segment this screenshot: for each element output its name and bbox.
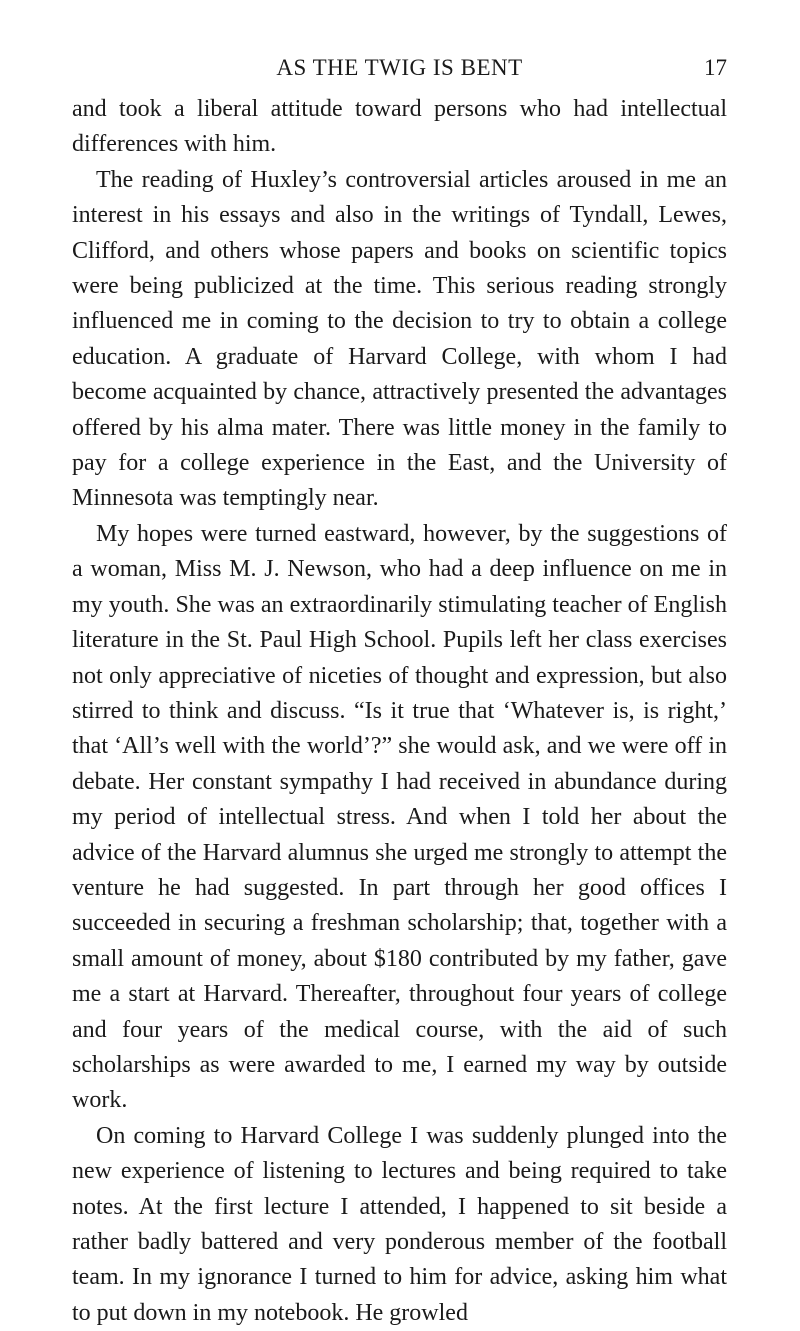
- page-number: 17: [704, 55, 727, 80]
- paragraph-continuation: and took a liberal attitude toward persons who had intellectual differences with him.: [72, 96, 727, 158]
- running-head: [72, 50, 727, 86]
- paragraph-huxley-reading: The reading of Huxley’s controversial articles aroused in me an interest in his essays and also in the writings of Tyndall, Lewes, Clifford, and others whose papers and books on scientific topics were being publicized at the time. This serious reading strongly influenced me in coming to the decision to try to obtain a college education. A graduate of Harvard College, with whom I had become acquainted by chance, attractively presented the advantages offered by his alma mater. There was little money in the family to pay for a college experience in the East, and the University of Minnesota was temptingly near.: [72, 166, 727, 512]
- running-title: AS THE TWIG IS BENT: [276, 55, 523, 80]
- paragraph-harvard-lectures: On coming to Harvard College I was suddenly plunged into the new experience of listening to lectures and being required to take notes. At the first lecture I attended, I happened to sit beside a rather badly battered and very ponderous member of the football team. In my ignorance I turned to him for advice, asking him what to put down in my notebook. He growled: [72, 1122, 727, 1326]
- book-page: [72, 50, 727, 1331]
- body-text: [72, 92, 727, 1331]
- paragraph-miss-newson: My hopes were turned eastward, however, by the suggestions of a woman, Miss M. J. Newson, who had a deep influence on me in my youth. She was an extraordinarily stimulating teacher of English literature in the St. Paul High School. Pupils left her class exercises not only appreciative of niceties of thought and expression, but also stirred to think and discuss. “Is it true that ‘Whatever is, is right,’ that ‘All’s well with the world’?” she would ask, and we were off in debate. Her constant sympathy I had received in abundance during my period of intellectual stress. And when I told her about the advice of the Harvard alumnus she urged me strongly to attempt the venture he had suggested. In part through her good offices I succeeded in securing a freshman scholarship; that, together with a small amount of money, about $180 contributed by my father, gave me a start at Harvard. Thereafter, throughout four years of college and four years of the medical course, with the aid of such scholarships as were awarded to me, I earned my way by outside work.: [72, 520, 727, 1114]
